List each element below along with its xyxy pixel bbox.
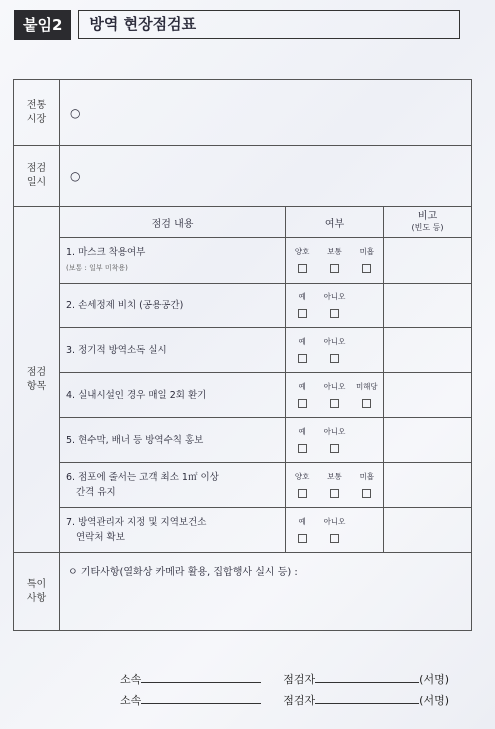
document-header — [14, 10, 460, 40]
attachment-tag: 붙임2 — [14, 10, 71, 40]
date-label: 점검 일시 — [14, 146, 60, 207]
item-options-4: 예 아니오 미해당 — [286, 373, 384, 418]
item-row-2 — [14, 284, 472, 328]
checkbox-no[interactable] — [330, 534, 339, 543]
item-remark-1[interactable] — [384, 238, 472, 284]
checkbox-no[interactable] — [330, 354, 339, 363]
item-remark-7[interactable] — [384, 508, 472, 553]
item-options-3: 예 아니오 — [286, 328, 384, 373]
checkbox-no[interactable] — [330, 399, 339, 408]
checkbox-good[interactable] — [298, 264, 307, 273]
sign-label: (서명) — [419, 694, 449, 707]
checkbox-na[interactable] — [362, 399, 371, 408]
item-options-5: 예 아니오 — [286, 418, 384, 463]
item-row-3 — [14, 328, 472, 373]
item-options-6: 양호 보통 미흡 — [286, 463, 384, 508]
special-notes-row — [14, 553, 472, 631]
affiliation-input[interactable] — [141, 691, 261, 704]
item-options-7: 예 아니오 — [286, 508, 384, 553]
checkbox-good[interactable] — [298, 489, 307, 498]
item-row-1 — [14, 238, 472, 284]
item-text-5: 5. 현수막, 배너 등 방역수칙 홍보 — [60, 418, 286, 463]
affiliation-label: 소속 — [120, 694, 142, 707]
item-options-1: 양호 보통 미흡 — [286, 238, 384, 284]
special-notes-label: 특이 사항 — [14, 553, 60, 631]
item-row-4 — [14, 373, 472, 418]
item-remark-5[interactable] — [384, 418, 472, 463]
inspection-form-table — [13, 79, 472, 631]
items-section-label: 점검 항목 — [14, 207, 60, 553]
remark-column-header: 비고 (빈도 등) — [384, 207, 472, 238]
checkbox-poor[interactable] — [362, 489, 371, 498]
item-remark-4[interactable] — [384, 373, 472, 418]
checkbox-yes[interactable] — [298, 534, 307, 543]
item-row-6 — [14, 463, 472, 508]
market-row — [14, 80, 472, 146]
content-column-header: 점검 내용 — [60, 207, 286, 238]
checkbox-yes[interactable] — [298, 354, 307, 363]
market-value[interactable]: ○ — [60, 80, 472, 146]
item-row-5 — [14, 418, 472, 463]
checkbox-yes[interactable] — [298, 399, 307, 408]
status-column-header: 여부 — [286, 207, 384, 238]
checkbox-normal[interactable] — [330, 489, 339, 498]
checkbox-yes[interactable] — [298, 444, 307, 453]
affiliation-label: 소속 — [120, 673, 142, 686]
market-label: 전통 시장 — [14, 80, 60, 146]
inspector-label: 점검자 — [283, 673, 316, 686]
date-row — [14, 146, 472, 207]
checkbox-poor[interactable] — [362, 264, 371, 273]
item-text-3: 3. 정기적 방역소독 실시 — [60, 328, 286, 373]
date-value[interactable]: ○ — [60, 146, 472, 207]
inspector-input[interactable] — [315, 691, 419, 704]
affiliation-input[interactable] — [141, 670, 261, 683]
item-remark-6[interactable] — [384, 463, 472, 508]
inspector-label: 점검자 — [283, 694, 316, 707]
item-text-6: 6. 점포에 줄서는 고객 최소 1㎡ 이상 간격 유지 — [60, 463, 286, 508]
item-text-2: 2. 손세정제 비치 (공용공간) — [60, 284, 286, 328]
special-notes-text[interactable]: ㅇ 기타사항(열화상 카메라 활용, 집합행사 실시 등) : — [60, 553, 472, 631]
inspector-input[interactable] — [315, 670, 419, 683]
checkbox-normal[interactable] — [330, 264, 339, 273]
items-header-row — [14, 207, 472, 238]
item-text-7: 7. 방역관리자 지정 및 지역보건소 연락처 확보 — [60, 508, 286, 553]
signature-line-1 — [120, 670, 449, 687]
sign-label: (서명) — [419, 673, 449, 686]
checkbox-yes[interactable] — [298, 309, 307, 318]
item-text-4: 4. 실내시설인 경우 매일 2회 환기 — [60, 373, 286, 418]
checkbox-no[interactable] — [330, 444, 339, 453]
signature-line-2 — [120, 691, 449, 708]
item-remark-3[interactable] — [384, 328, 472, 373]
item-remark-2[interactable] — [384, 284, 472, 328]
item-text-1: 1. 마스크 착용여부 (보통 : 일부 미착용) — [60, 238, 286, 284]
item-options-2: 예 아니오 — [286, 284, 384, 328]
item-row-7 — [14, 508, 472, 553]
checkbox-no[interactable] — [330, 309, 339, 318]
document-title: 방역 현장점검표 — [78, 10, 460, 39]
